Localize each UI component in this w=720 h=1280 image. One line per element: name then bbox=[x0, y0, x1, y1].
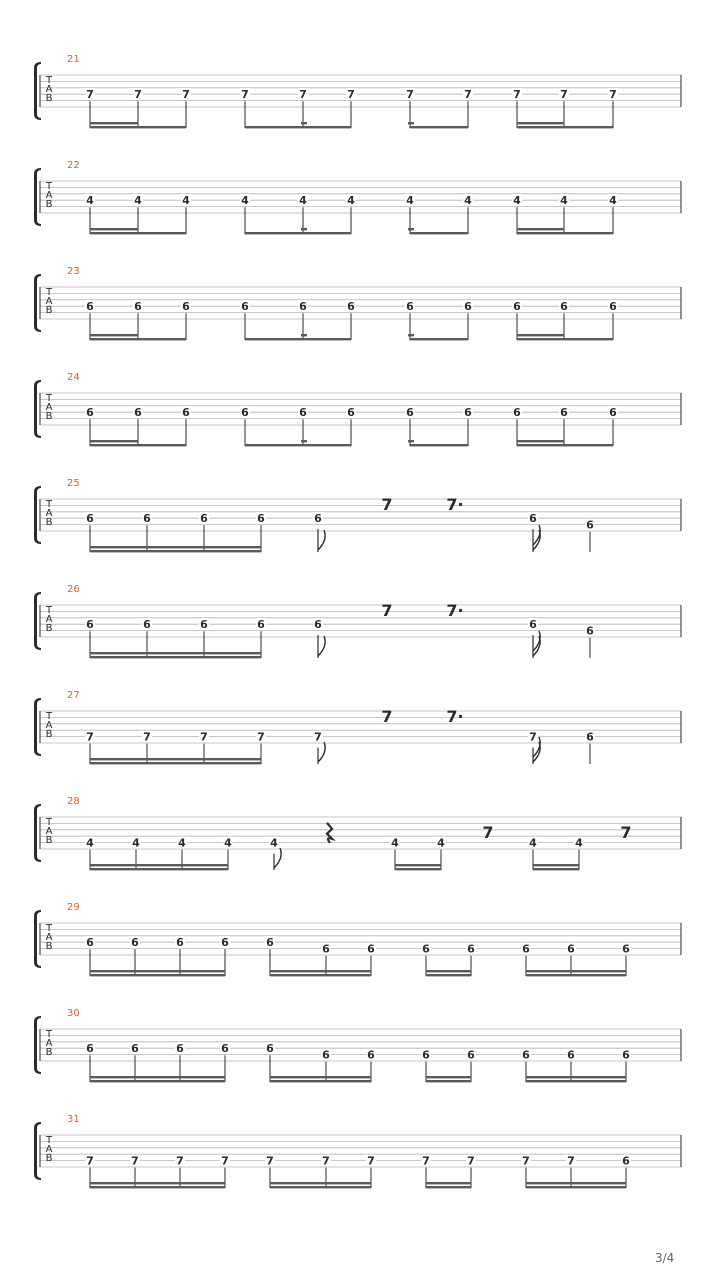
beam-secondary bbox=[270, 1076, 371, 1078]
fret-number: 7 bbox=[322, 1154, 330, 1168]
fret-number: 6 bbox=[513, 300, 521, 314]
fret-number: 6 bbox=[134, 406, 142, 420]
fret-number: 6 bbox=[86, 1042, 94, 1056]
fret-number: 6 bbox=[86, 406, 94, 420]
measure-number: 27 bbox=[67, 690, 80, 701]
fret-number: 6 bbox=[609, 300, 617, 314]
fret-number: 4 bbox=[270, 836, 278, 850]
note-flag bbox=[318, 530, 325, 550]
beam bbox=[270, 974, 371, 976]
beam-stub bbox=[408, 228, 414, 230]
tab-system bbox=[34, 584, 681, 658]
beam-secondary bbox=[517, 228, 564, 230]
fret-number: 7 bbox=[257, 730, 265, 744]
fret-number: 6 bbox=[529, 618, 537, 632]
fret-number: 6 bbox=[622, 1048, 630, 1062]
tab-clef-letter: A bbox=[45, 614, 53, 625]
fret-number: 4 bbox=[513, 194, 521, 208]
beam-secondary bbox=[426, 1076, 471, 1078]
fret-number: 6 bbox=[567, 1048, 575, 1062]
fret-number: 4 bbox=[86, 194, 94, 208]
beam-secondary bbox=[526, 1076, 626, 1078]
measure-number: 26 bbox=[67, 584, 80, 595]
measure-number: 30 bbox=[67, 1008, 80, 1019]
tab-clef-letter: B bbox=[45, 729, 53, 740]
fret-number: 7 bbox=[422, 1154, 430, 1168]
beam bbox=[526, 974, 626, 976]
beam bbox=[245, 232, 351, 234]
fret-number: 4 bbox=[575, 836, 583, 850]
tab-system bbox=[34, 1008, 681, 1082]
note-flag bbox=[274, 848, 281, 868]
fret-number: 6 bbox=[522, 942, 530, 956]
fret-number: 4 bbox=[182, 194, 190, 208]
beam bbox=[90, 868, 228, 870]
fret-number: 6 bbox=[422, 942, 430, 956]
fret-number: 7 bbox=[221, 1154, 229, 1168]
fret-number: 7 bbox=[266, 1154, 274, 1168]
tab-clef-letter: A bbox=[45, 402, 53, 413]
fret-number: 6 bbox=[609, 406, 617, 420]
beam bbox=[90, 1186, 225, 1188]
beam-secondary bbox=[90, 652, 261, 654]
fret-number: 4 bbox=[132, 836, 140, 850]
beam bbox=[410, 444, 468, 446]
tab-clef-letter: B bbox=[45, 1153, 53, 1164]
fret-number: 6 bbox=[176, 1042, 184, 1056]
fret-number: 6 bbox=[567, 942, 575, 956]
measure-number: 31 bbox=[67, 1114, 80, 1125]
fret-number: 4 bbox=[529, 836, 537, 850]
fret-number: 6 bbox=[200, 618, 208, 632]
beam bbox=[395, 868, 441, 870]
fret-number: 4 bbox=[560, 194, 568, 208]
fret-number: 6 bbox=[200, 512, 208, 526]
tab-system bbox=[34, 902, 681, 976]
beam bbox=[410, 338, 468, 340]
fret-number: 6 bbox=[182, 300, 190, 314]
measure-number: 24 bbox=[67, 372, 80, 383]
fret-number: 7 bbox=[200, 730, 208, 744]
beam-secondary bbox=[90, 1076, 225, 1078]
fret-number: 6 bbox=[560, 406, 568, 420]
tab-clef-letter: A bbox=[45, 190, 53, 201]
fret-number: 7 bbox=[367, 1154, 375, 1168]
measure-number: 28 bbox=[67, 796, 80, 807]
fret-number: 7 bbox=[560, 88, 568, 102]
tab-clef-letter: B bbox=[45, 199, 53, 210]
fret-number: 6 bbox=[143, 618, 151, 632]
fret-number: 7 bbox=[609, 88, 617, 102]
tab-system bbox=[34, 160, 681, 234]
fret-number: 6 bbox=[143, 512, 151, 526]
beam-secondary bbox=[517, 334, 564, 336]
beam-secondary bbox=[517, 440, 564, 442]
beam-secondary bbox=[526, 1182, 626, 1184]
eighth-rest: 7 bbox=[381, 494, 393, 514]
fret-number: 4 bbox=[464, 194, 472, 208]
tab-clef-letter: B bbox=[45, 517, 53, 528]
sixteenth-rest: 7 bbox=[482, 822, 494, 842]
beam bbox=[526, 1186, 626, 1188]
dotted-eighth-rest: 7· bbox=[446, 706, 464, 726]
quarter-rest bbox=[327, 823, 332, 843]
beam bbox=[517, 444, 613, 446]
beam-secondary bbox=[90, 864, 228, 866]
fret-number: 7 bbox=[86, 1154, 94, 1168]
beam-stub bbox=[301, 334, 307, 336]
fret-number: 6 bbox=[257, 512, 265, 526]
tab-clef-letter: T bbox=[45, 923, 53, 934]
beam-secondary bbox=[426, 1182, 471, 1184]
tab-clef-letter: A bbox=[45, 826, 53, 837]
beam bbox=[90, 656, 261, 658]
fret-number: 6 bbox=[367, 942, 375, 956]
tab-clef-letter: T bbox=[45, 817, 53, 828]
beam bbox=[90, 444, 186, 446]
fret-number: 7 bbox=[467, 1154, 475, 1168]
tab-clef-letter: B bbox=[45, 941, 53, 952]
tab-clef-letter: T bbox=[45, 499, 53, 510]
fret-number: 6 bbox=[347, 406, 355, 420]
tab-clef-letter: T bbox=[45, 181, 53, 192]
beam-stub bbox=[408, 440, 414, 442]
fret-number: 7 bbox=[464, 88, 472, 102]
fret-number: 6 bbox=[622, 1154, 630, 1168]
beam bbox=[517, 232, 613, 234]
beam-stub bbox=[301, 122, 307, 124]
beam-stub bbox=[301, 228, 307, 230]
tab-clef-letter: A bbox=[45, 508, 53, 519]
fret-number: 7 bbox=[522, 1154, 530, 1168]
fret-number: 6 bbox=[86, 618, 94, 632]
beam bbox=[426, 1186, 471, 1188]
beam bbox=[245, 444, 351, 446]
measure-number: 21 bbox=[67, 54, 80, 65]
eighth-rest: 7 bbox=[381, 706, 393, 726]
fret-number: 6 bbox=[266, 1042, 274, 1056]
beam bbox=[410, 232, 468, 234]
fret-number: 7 bbox=[347, 88, 355, 102]
tab-system bbox=[34, 796, 681, 870]
sixteenth-rest: 7 bbox=[620, 822, 632, 842]
fret-number: 6 bbox=[314, 512, 322, 526]
beam bbox=[270, 1186, 371, 1188]
beam-secondary bbox=[90, 1182, 225, 1184]
fret-number: 6 bbox=[299, 406, 307, 420]
fret-number: 6 bbox=[422, 1048, 430, 1062]
beam bbox=[426, 1080, 471, 1082]
fret-number: 7 bbox=[406, 88, 414, 102]
beam bbox=[517, 338, 613, 340]
measure-number: 23 bbox=[67, 266, 80, 277]
fret-number: 6 bbox=[586, 730, 594, 744]
fret-number: 6 bbox=[266, 936, 274, 950]
fret-number: 7 bbox=[529, 730, 537, 744]
fret-number: 7 bbox=[176, 1154, 184, 1168]
beam-secondary bbox=[90, 758, 261, 760]
beam-secondary bbox=[270, 970, 371, 972]
tab-clef-letter: B bbox=[45, 1047, 53, 1058]
fret-number: 6 bbox=[322, 942, 330, 956]
fret-number: 4 bbox=[224, 836, 232, 850]
beam-secondary bbox=[426, 970, 471, 972]
fret-number: 4 bbox=[86, 836, 94, 850]
fret-number: 6 bbox=[241, 406, 249, 420]
tab-clef-letter: T bbox=[45, 711, 53, 722]
fret-number: 6 bbox=[131, 1042, 139, 1056]
tab-clef-letter: A bbox=[45, 932, 53, 943]
beam bbox=[90, 232, 186, 234]
fret-number: 6 bbox=[86, 300, 94, 314]
fret-number: 6 bbox=[367, 1048, 375, 1062]
tab-system bbox=[34, 54, 681, 128]
tab-clef-letter: A bbox=[45, 1038, 53, 1049]
beam bbox=[245, 126, 351, 128]
beam-secondary bbox=[90, 228, 138, 230]
fret-number: 7 bbox=[567, 1154, 575, 1168]
tab-system bbox=[34, 478, 681, 552]
note-flag bbox=[318, 742, 325, 762]
fret-number: 6 bbox=[86, 512, 94, 526]
measure-number: 25 bbox=[67, 478, 80, 489]
fret-number: 6 bbox=[241, 300, 249, 314]
fret-number: 6 bbox=[464, 406, 472, 420]
tab-clef-letter: T bbox=[45, 1029, 53, 1040]
tab-clef-letter: B bbox=[45, 835, 53, 846]
fret-number: 7 bbox=[513, 88, 521, 102]
fret-number: 6 bbox=[182, 406, 190, 420]
fret-number: 7 bbox=[143, 730, 151, 744]
fret-number: 6 bbox=[467, 942, 475, 956]
eighth-rest: 7 bbox=[381, 600, 393, 620]
tab-clef-letter: A bbox=[45, 296, 53, 307]
beam bbox=[533, 868, 579, 870]
beam-stub bbox=[408, 334, 414, 336]
tab-system bbox=[34, 690, 681, 764]
beam-secondary bbox=[90, 122, 138, 124]
beam bbox=[90, 974, 225, 976]
beam bbox=[270, 1080, 371, 1082]
tab-clef-letter: T bbox=[45, 1135, 53, 1146]
fret-number: 4 bbox=[178, 836, 186, 850]
fret-number: 6 bbox=[347, 300, 355, 314]
fret-number: 4 bbox=[391, 836, 399, 850]
tab-clef-letter: B bbox=[45, 411, 53, 422]
beam-secondary bbox=[517, 122, 564, 124]
fret-number: 4 bbox=[299, 194, 307, 208]
beam bbox=[410, 126, 468, 128]
fret-number: 6 bbox=[467, 1048, 475, 1062]
tab-system bbox=[34, 266, 681, 340]
tab-clef-letter: A bbox=[45, 720, 53, 731]
fret-number: 6 bbox=[586, 518, 594, 532]
beam-secondary bbox=[533, 864, 579, 866]
fret-number: 6 bbox=[221, 936, 229, 950]
measure-number: 29 bbox=[67, 902, 80, 913]
fret-number: 6 bbox=[86, 936, 94, 950]
tab-clef-letter: A bbox=[45, 84, 53, 95]
fret-number: 6 bbox=[464, 300, 472, 314]
tab-clef-letter: A bbox=[45, 1144, 53, 1155]
fret-number: 6 bbox=[257, 618, 265, 632]
tab-clef-letter: B bbox=[45, 305, 53, 316]
fret-number: 6 bbox=[406, 406, 414, 420]
fret-number: 7 bbox=[86, 88, 94, 102]
fret-number: 4 bbox=[609, 194, 617, 208]
tab-clef-letter: T bbox=[45, 605, 53, 616]
beam bbox=[90, 338, 186, 340]
dotted-eighth-rest: 7· bbox=[446, 494, 464, 514]
beam-secondary bbox=[90, 546, 261, 548]
measure-number: 22 bbox=[67, 160, 80, 171]
fret-number: 6 bbox=[406, 300, 414, 314]
fret-number: 6 bbox=[586, 624, 594, 638]
beam-stub bbox=[301, 440, 307, 442]
tab-clef-letter: T bbox=[45, 393, 53, 404]
tab-system bbox=[34, 1114, 681, 1188]
fret-number: 4 bbox=[241, 194, 249, 208]
beam-secondary bbox=[526, 970, 626, 972]
fret-number: 7 bbox=[241, 88, 249, 102]
note-flag bbox=[318, 636, 325, 656]
tab-clef-letter: T bbox=[45, 287, 53, 298]
page-number: 3/4 bbox=[655, 1251, 675, 1265]
fret-number: 6 bbox=[314, 618, 322, 632]
beam-secondary bbox=[90, 334, 138, 336]
fret-number: 6 bbox=[322, 1048, 330, 1062]
fret-number: 6 bbox=[221, 1042, 229, 1056]
fret-number: 7 bbox=[134, 88, 142, 102]
beam bbox=[90, 762, 261, 764]
fret-number: 6 bbox=[513, 406, 521, 420]
beam bbox=[90, 1080, 225, 1082]
tab-system bbox=[34, 372, 681, 446]
fret-number: 6 bbox=[522, 1048, 530, 1062]
fret-number: 7 bbox=[131, 1154, 139, 1168]
beam bbox=[90, 550, 261, 552]
fret-number: 7 bbox=[299, 88, 307, 102]
tab-clef-letter: B bbox=[45, 623, 53, 634]
fret-number: 7 bbox=[86, 730, 94, 744]
fret-number: 6 bbox=[134, 300, 142, 314]
tab-clef-letter: T bbox=[45, 75, 53, 86]
fret-number: 6 bbox=[176, 936, 184, 950]
dotted-eighth-rest: 7· bbox=[446, 600, 464, 620]
fret-number: 4 bbox=[347, 194, 355, 208]
fret-number: 4 bbox=[134, 194, 142, 208]
beam bbox=[90, 126, 186, 128]
beam-secondary bbox=[270, 1182, 371, 1184]
fret-number: 6 bbox=[622, 942, 630, 956]
beam bbox=[517, 126, 613, 128]
beam-stub bbox=[408, 122, 414, 124]
beam bbox=[526, 1080, 626, 1082]
beam-secondary bbox=[90, 440, 138, 442]
beam bbox=[245, 338, 351, 340]
beam bbox=[426, 974, 471, 976]
beam-secondary bbox=[395, 864, 441, 866]
tab-clef-letter: B bbox=[45, 93, 53, 104]
fret-number: 6 bbox=[560, 300, 568, 314]
fret-number: 7 bbox=[182, 88, 190, 102]
fret-number: 6 bbox=[529, 512, 537, 526]
fret-number: 6 bbox=[131, 936, 139, 950]
beam-secondary bbox=[90, 970, 225, 972]
fret-number: 4 bbox=[437, 836, 445, 850]
fret-number: 4 bbox=[406, 194, 414, 208]
fret-number: 7 bbox=[314, 730, 322, 744]
fret-number: 6 bbox=[299, 300, 307, 314]
